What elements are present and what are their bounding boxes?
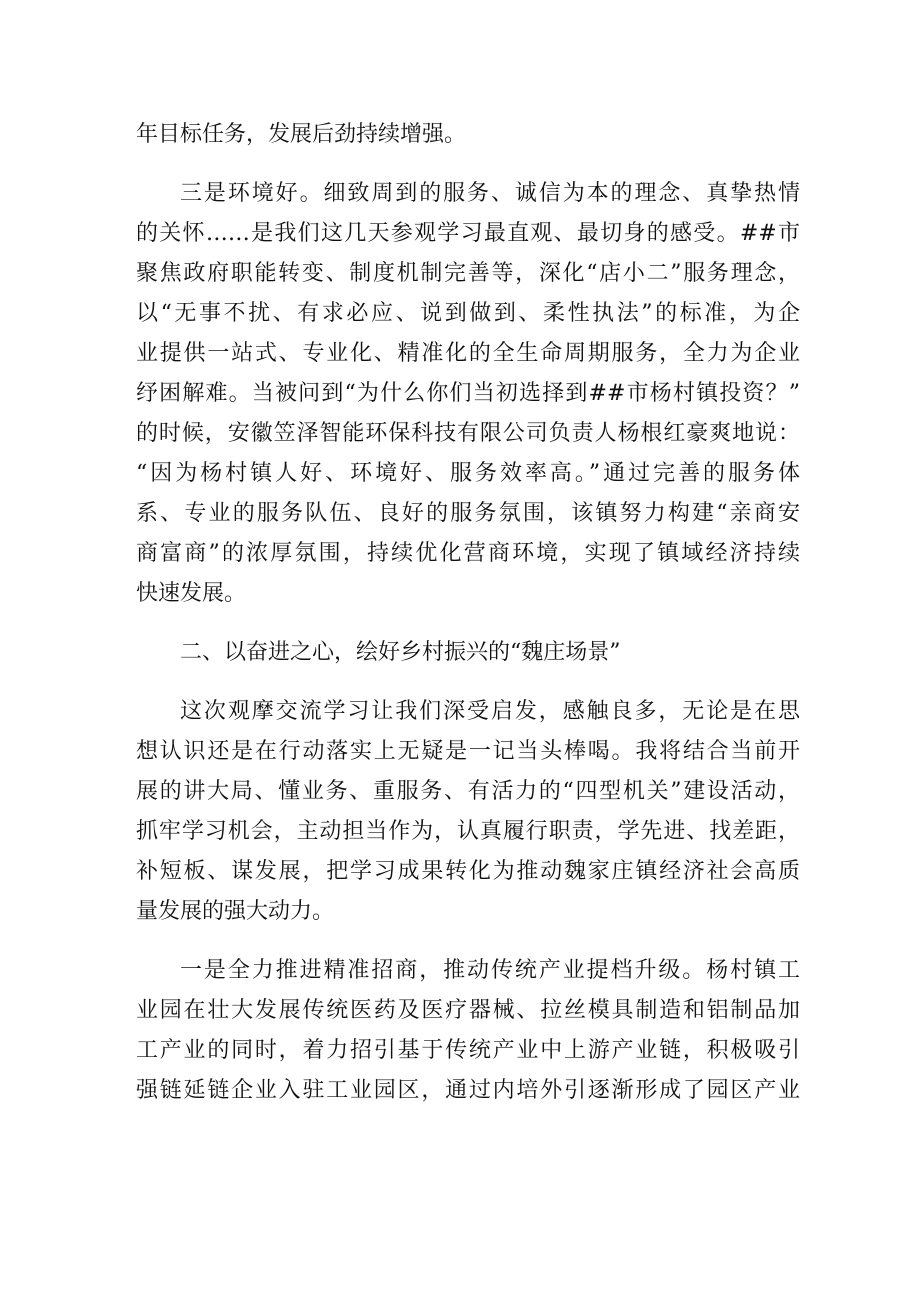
text-line: 的时候，安徽笠泽智能环保科技有限公司负责人杨根红豪爽地说： [136,421,800,446]
text-line: 量发展的强大动力。 [136,899,335,924]
text-line: 快速发展。 [136,581,247,606]
text-line: “因为杨村镇人好、环境好、服务效率高。”通过完善的服务体 [136,461,800,486]
text-line: 系、专业的服务队伍、良好的服务氛围，该镇努力构建“亲商安 [136,501,800,526]
paragraph-investment [136,951,800,1111]
document-body [136,115,800,1111]
text-line: 工产业的同时，着力招引基于传统产业中上游产业链，积极吸引 [136,1038,800,1063]
text-line: 年目标任务，发展后劲持续增强。 [136,122,467,147]
section-heading [136,633,800,673]
text-line: 商富商”的浓厚氛围，持续优化营商环境，实现了镇域经济持续 [136,541,800,566]
text-line: 强链延链企业入驻工业园区，通过内培外引逐渐形成了园区产业 [136,1078,800,1103]
text-line: 聚焦政府职能转变、制度机制完善等，深化“店小二”服务理念， [136,261,800,286]
text-line: 展的讲大局、懂业务、重服务、有活力的“四型机关”建设活动， [136,779,800,804]
heading-text: 二、以奋进之心，绘好乡村振兴的“魏庄场景” [180,640,621,665]
text-line: 纾困解难。当被问到“为什么你们当初选择到##市杨村镇投资？” [136,381,800,406]
paragraph-reflection [136,692,800,932]
text-line: 这次观摩交流学习让我们深受启发，感触良多，无论是在思 [180,699,800,724]
text-line: 业提供一站式、专业化、精准化的全生命周期服务，全力为企业 [136,341,800,366]
text-line: 三是环境好。细致周到的服务、诚信为本的理念、真挚热情 [180,181,800,206]
text-line: 的关怀……是我们这几天参观学习最直观、最切身的感受。##市 [136,221,800,246]
text-line: 抓牢学习机会，主动担当作为，认真履行职责，学先进、找差距， [136,819,800,844]
text-line: 补短板、谋发展，把学习成果转化为推动魏家庄镇经济社会高质 [136,859,800,884]
paragraph-environment [136,174,800,614]
paragraph-continuation [136,115,800,155]
text-line: 一是全力推进精准招商，推动传统产业提档升级。杨村镇工 [180,958,800,983]
text-line: 业园在壮大发展传统医药及医疗器械、拉丝模具制造和铝制品加 [136,998,800,1023]
text-line: 以“无事不扰、有求必应、说到做到、柔性执法”的标准，为企 [136,301,800,326]
text-line: 想认识还是在行动落实上无疑是一记当头棒喝。我将结合当前开 [136,739,800,764]
